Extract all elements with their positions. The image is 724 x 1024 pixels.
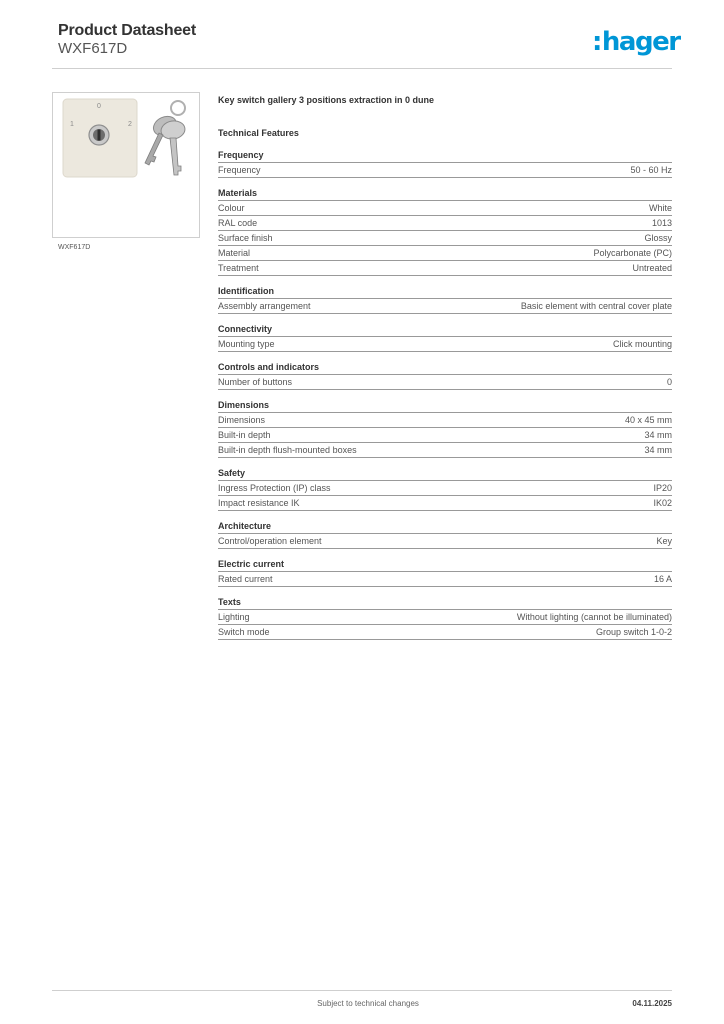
spec-label: Switch mode [218,627,270,637]
spec-label: Frequency [218,165,261,175]
logo-text: hager [601,27,680,57]
spec-value: 16 A [653,574,672,584]
spec-label: Assembly arrangement [218,301,311,311]
spec-row [218,481,672,496]
spec-row [218,216,672,231]
spec-label: Built-in depth [218,430,271,440]
spec-value: 0 [666,377,672,387]
spec-value: White [648,203,672,213]
spec-section [218,187,672,276]
spec-label: Dimensions [218,415,266,425]
product-image [53,93,199,237]
spec-label: Number of buttons [218,377,293,387]
spec-row [218,610,672,625]
spec-row [218,428,672,443]
spec-section [218,558,672,587]
section-title: Texts [218,596,672,610]
specifications [218,95,672,649]
product-description: Key switch gallery 3 positions extraction in 0 dune [218,95,435,105]
spec-row [218,625,672,640]
technical-features-heading: Technical Features [218,128,299,138]
spec-sections [218,149,672,640]
spec-row [218,163,672,178]
spec-label: Surface finish [218,233,273,243]
spec-value: Basic element with central cover plate [520,301,672,311]
spec-label: Ingress Protection (IP) class [218,483,331,493]
header-divider [52,68,672,69]
product-image-frame [52,92,200,238]
spec-value: 40 x 45 mm [624,415,672,425]
spec-label: Mounting type [218,339,275,349]
product-image-caption: WXF617D [58,244,91,251]
spec-value: Click mounting [612,339,672,349]
spec-value: 1013 [651,218,672,228]
spec-label: Lighting [218,612,250,622]
spec-section [218,285,672,314]
spec-label: Rated current [218,574,273,584]
spec-label: Material [218,248,251,258]
product-code-heading: WXF617D [58,40,128,57]
footer-divider [52,990,672,991]
spec-row [218,413,672,428]
spec-section [218,361,672,390]
spec-row [218,443,672,458]
spec-value: 34 mm [644,445,672,455]
spec-row [218,299,672,314]
spec-row [218,246,672,261]
spec-value: 50 - 60 Hz [630,165,672,175]
spec-value: Key [656,536,672,546]
page-title: Product Datasheet [58,22,196,39]
section-title: Dimensions [218,399,672,413]
section-title: Architecture [218,520,672,534]
spec-label: Built-in depth flush-mounted boxes [218,445,357,455]
spec-value: Polycarbonate (PC) [593,248,672,258]
spec-section [218,399,672,458]
spec-value: 34 mm [644,430,672,440]
spec-row [218,261,672,276]
spec-label: Control/operation element [218,536,322,546]
spec-section [218,596,672,640]
spec-row [218,375,672,390]
footer-date: 04.11.2025 [632,999,672,1008]
dial-label-2: 2 [128,121,132,128]
spec-label: Treatment [218,263,259,273]
spec-value: Without lighting (cannot be illuminated) [516,612,672,622]
spec-row [218,496,672,511]
spec-row [218,572,672,587]
spec-value: Untreated [632,263,672,273]
footer-note: Subject to technical changes [317,999,419,1008]
spec-label: Colour [218,203,245,213]
spec-section [218,149,672,178]
spec-value: Group switch 1-0-2 [595,627,672,637]
section-title: Identification [218,285,672,299]
hager-logo[interactable]: :hager [592,27,680,57]
dial-label-1: 1 [70,121,74,128]
spec-section [218,467,672,511]
spec-row [218,201,672,216]
section-title: Connectivity [218,323,672,337]
section-title: Materials [218,187,672,201]
keys-icon [145,101,186,175]
section-title: Frequency [218,149,672,163]
spec-row [218,534,672,549]
spec-value: Glossy [644,233,672,243]
spec-label: Impact resistance IK [218,498,300,508]
section-title: Controls and indicators [218,361,672,375]
spec-value: IK02 [653,498,672,508]
section-title: Safety [218,467,672,481]
spec-label: RAL code [218,218,258,228]
spec-section [218,520,672,549]
spec-section [218,323,672,352]
dial-label-0: 0 [97,103,101,110]
section-title: Electric current [218,558,672,572]
spec-row [218,337,672,352]
spec-row [218,231,672,246]
spec-value: IP20 [653,483,672,493]
